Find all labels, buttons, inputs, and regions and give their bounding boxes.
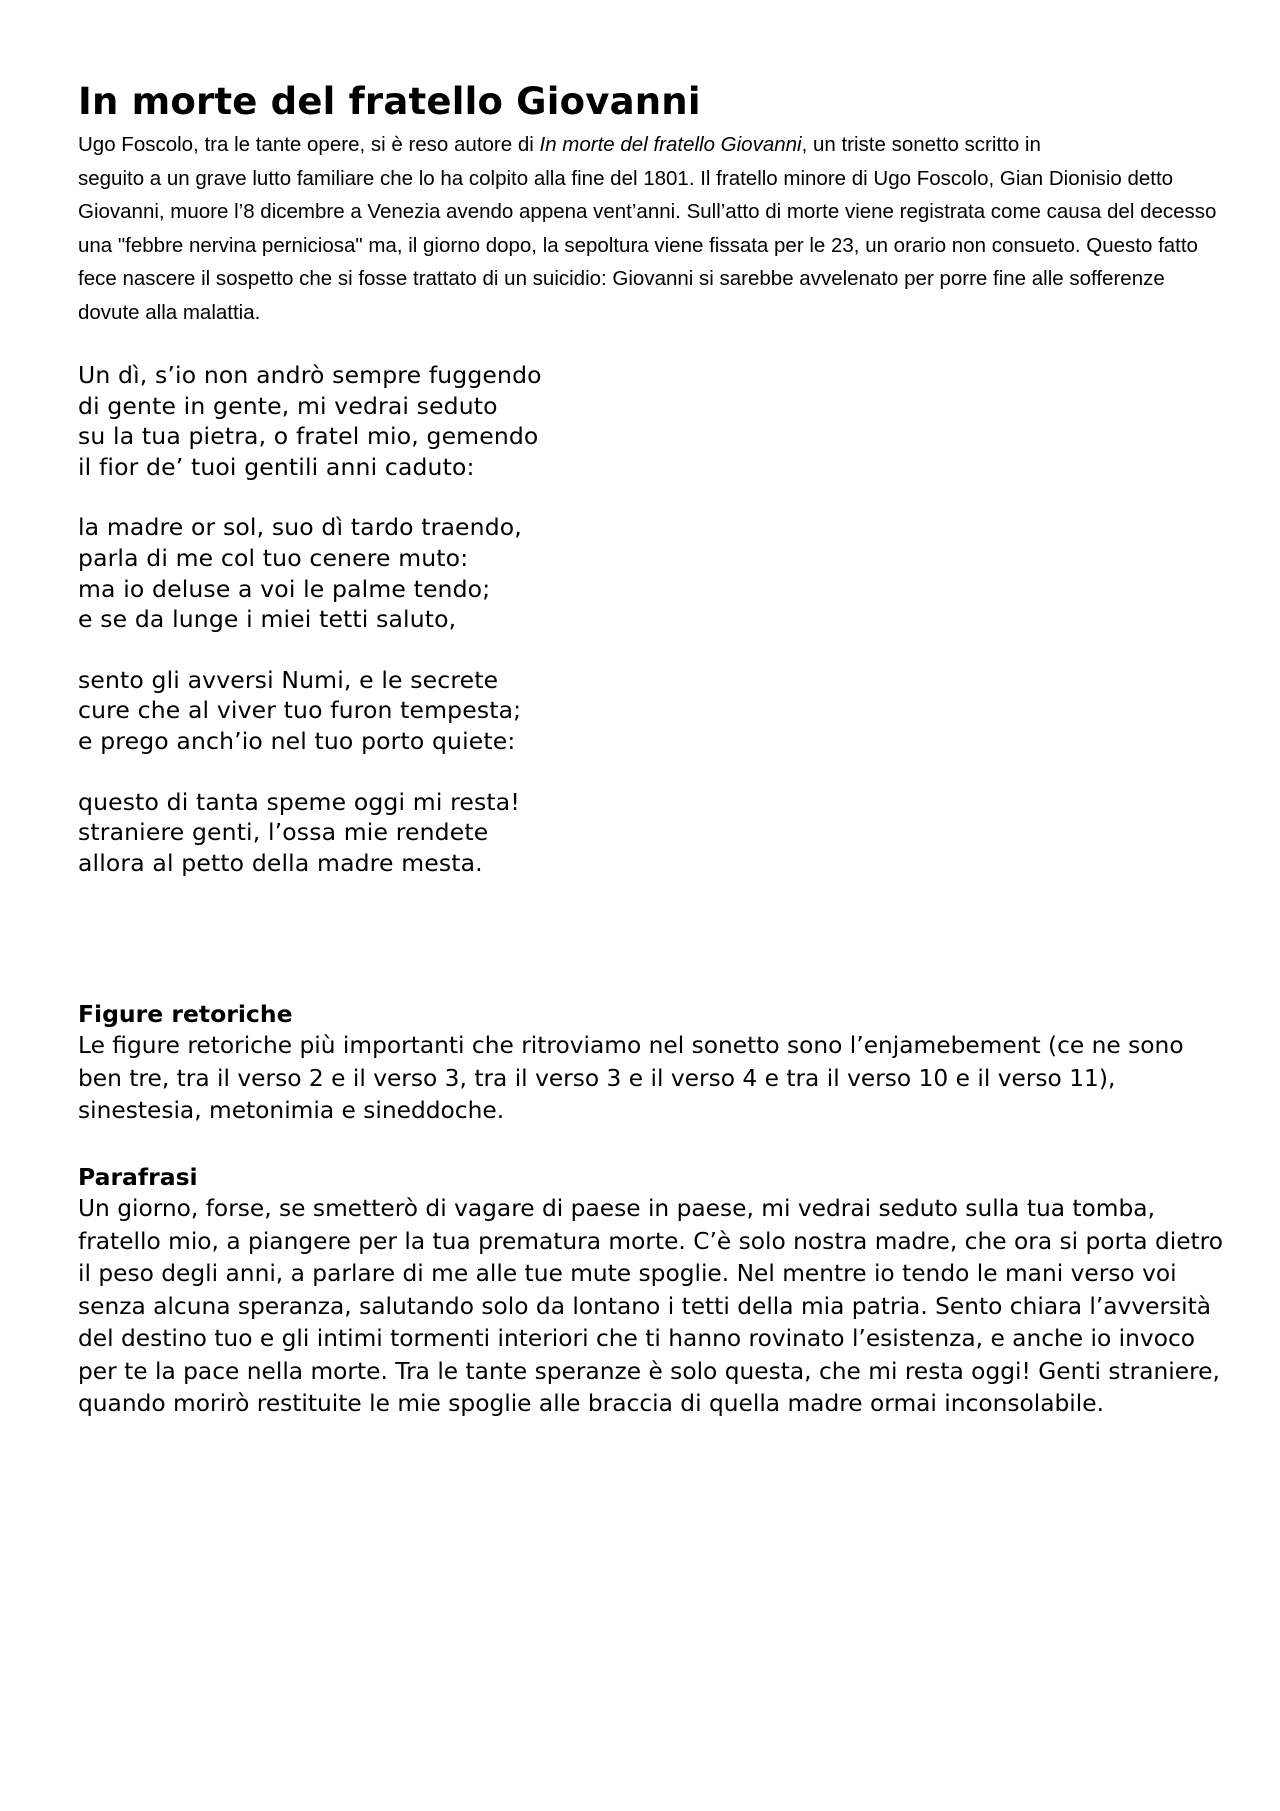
intro-paragraph bbox=[78, 128, 1228, 330]
verse: il fior de’ tuoi gentili anni caduto: bbox=[78, 452, 475, 481]
sonnet bbox=[78, 360, 542, 908]
intro-lead-line bbox=[78, 133, 1041, 156]
verse: cure che al viver tuo furon tempesta; bbox=[78, 696, 522, 725]
intro-text-rest: seguito a un grave lutto familiare che lo ha colpito alla fine del 1801. Il fratello minore di Ugo Foscolo, Gian Dionisio detto Giovanni, muore l’8 dicembre a Venezia avendo appena vent’anni. Sull’atto di morte viene registrata come causa del decesso una "febbre nervina perniciosa" ma, il giorno dopo, la sepoltura viene fissata per le 23, un orario non consueto. Questo fatto fece nascere il sospetto che si fosse trattato di un suicidio: Giovanni si sarebbe avvelenato per porre fine alle sofferenze dovute alla malattia. bbox=[78, 166, 1217, 324]
parafrasi-heading: Parafrasi bbox=[78, 1163, 198, 1191]
intro-text-continuation: , un triste sonetto scritto in bbox=[801, 133, 1041, 156]
stanza-4 bbox=[78, 787, 542, 879]
verse: e prego anch’io nel tuo porto quiete: bbox=[78, 726, 516, 755]
verse: questo di tanta speme oggi mi resta! bbox=[78, 787, 520, 816]
stanza-1 bbox=[78, 360, 542, 482]
verse: e se da lunge i miei tetti saluto, bbox=[78, 605, 457, 634]
stanza-3 bbox=[78, 665, 542, 757]
verse: di gente in gente, mi vedrai seduto bbox=[78, 391, 498, 420]
stanza-2 bbox=[78, 512, 542, 634]
figure-retoriche-heading: Figure retoriche bbox=[78, 1000, 293, 1028]
intro-italic-title: In morte del fratello Giovanni bbox=[539, 133, 802, 156]
verse: allora al petto della madre mesta. bbox=[78, 848, 483, 877]
verse: Un dì, s’io non andrò sempre fuggendo bbox=[78, 361, 542, 389]
verse: straniere genti, l’ossa mie rendete bbox=[78, 818, 489, 847]
intro-text-start: Ugo Foscolo, tra le tante opere, si è reso autore di bbox=[78, 133, 540, 156]
parafrasi-body: Un giorno, forse, se smetterò di vagare di paese in paese, mi vedrai seduto sulla tua tomba, fratello mio, a piangere per la tua prematura morte. C’è solo nostra madre, che ora si porta dietro il peso degli anni, a parlare di me alle tue mute spoglie. Nel mentre io tendo le mani verso voi senza alcuna speranza, salutando solo da lontano i tetti della mia patria. Sento chiara l’avversità del destino tuo e gli intimi tormenti interiori che ti hanno rovinato l’esistenza, e anche io invoco per te la pace nella morte. Tra le tante speranze è solo questa, che mi resta oggi! Genti straniere, quando morirò restituite le mie spoglie alle braccia di quella madre ormai inconsolabile. bbox=[78, 1195, 1224, 1417]
verse: parla di me col tuo cenere muto: bbox=[78, 543, 469, 572]
verse: su la tua pietra, o fratel mio, gemendo bbox=[78, 422, 539, 451]
document-title: In morte del fratello Giovanni bbox=[78, 80, 701, 123]
figure-retoriche-body: Le figure retoriche più importanti che ritroviamo nel sonetto sono l’enjamebement (ce ne sono ben tre, tra il verso 2 e il verso 3, tra il verso 3 e il verso 4 e tra il verso 10 e il verso 11), sinestesia, metonimia e sineddoche. bbox=[78, 1032, 1184, 1124]
verse: sento gli avversi Numi, e le secrete bbox=[78, 665, 499, 694]
verse: ma io deluse a voi le palme tendo; bbox=[78, 574, 491, 603]
verse: la madre or sol, suo dì tardo traendo, bbox=[78, 513, 522, 542]
